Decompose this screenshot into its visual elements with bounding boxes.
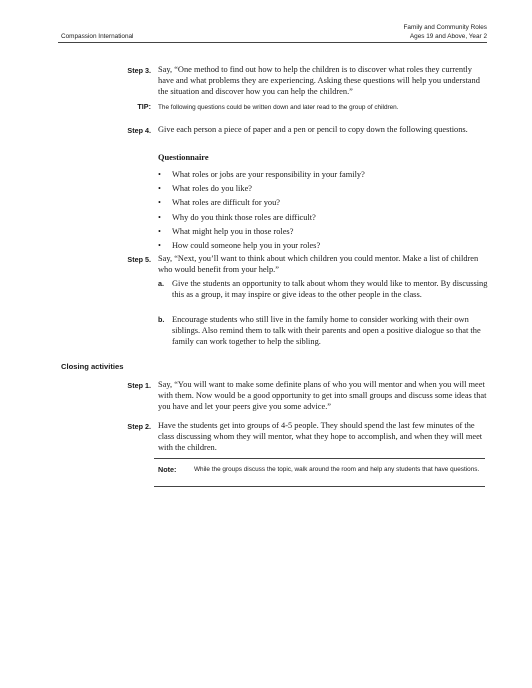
bullet-icon: • [158, 212, 161, 222]
closing-step-2-text: Have the students get into groups of 4-5 people. They should spend the last few minutes of the class discussing whom they will mentor, what they hope to accomplish, and when they will meet with the children. [158, 421, 483, 452]
question-text: What roles are difficult for you? [172, 198, 280, 208]
note-text: While the groups discuss the topic, walk around the room and help any students that have questions. [194, 466, 480, 473]
bullet-icon: • [158, 241, 161, 251]
list-item [158, 211, 365, 225]
closing-step-2-label: Step 2. [127, 422, 151, 431]
list-item [158, 196, 365, 210]
bullet-icon: • [158, 198, 161, 208]
closing-step-1-text: Say, “You will want to make some definite plans of who you will mentor and when you will meet with them. Now would be a good opportunity to get into small groups and discuss some ideas that you have and let your peers give you some advice.” [158, 380, 487, 411]
header-divider [58, 42, 487, 43]
bullet-icon: • [158, 226, 161, 236]
item-text: Encourage students who still live in the family home to consider working with their own siblings. Also remind them to talk with their parents and open a positive dialogue so that the family can work together to help the sibling. [172, 315, 481, 346]
step-3-text: Say, “One method to find out how to help the children is to discover what roles they currently have and what problems they are experiencing. Asking these questions will help you understand the situation and discover how you can help the children.” [158, 65, 480, 96]
step-5-text: Say, “Next, you’ll want to think about which children you could mentor. Make a list of children who would benefit from your help.” [158, 254, 479, 274]
list-item [158, 239, 365, 253]
note-bottom-divider [154, 486, 485, 487]
step-4-text: Give each person a piece of paper and a pen or pencil to copy down the following questions. [158, 125, 468, 134]
tip-label: TIP: [137, 102, 151, 111]
question-text: What might help you in those roles? [172, 226, 294, 236]
header-course-level: Ages 19 and Above, Year 2 [409, 33, 487, 40]
closing-step-1-label: Step 1. [127, 381, 151, 390]
bullet-icon: • [158, 170, 161, 179]
questionnaire-list [158, 168, 365, 253]
item-marker: b. [158, 315, 165, 324]
list-item [158, 225, 365, 239]
list-item [158, 168, 365, 182]
item-marker: a. [158, 279, 164, 288]
header-organization: Compassion International [61, 33, 134, 40]
question-text: What roles do you like? [172, 184, 253, 194]
item-text: Give the students an opportunity to talk about whom they would like to mentor. By discussing this as a group, it may inspire or give ideas to the other people in the class. [172, 279, 488, 299]
question-text: What roles or jobs are your responsibility in your family? [172, 170, 365, 179]
question-text: How could someone help you in your roles? [172, 241, 321, 251]
question-text: Why do you think those roles are difficult? [172, 212, 316, 222]
note-label: Note: [158, 465, 177, 474]
note-top-divider [154, 458, 485, 459]
bullet-icon: • [158, 184, 161, 194]
tip-text: The following questions could be written down and later read to the group of children. [158, 104, 399, 111]
step-4-label: Step 4. [127, 126, 151, 135]
questionnaire-title: Questionnaire [158, 153, 209, 162]
header-course-title: Family and Community Roles [403, 24, 487, 31]
header-course-info [404, 23, 487, 41]
closing-activities-heading: Closing activities [61, 362, 124, 371]
step-3-label: Step 3. [127, 66, 151, 75]
list-item [158, 182, 365, 196]
step-5-label: Step 5. [127, 255, 151, 264]
